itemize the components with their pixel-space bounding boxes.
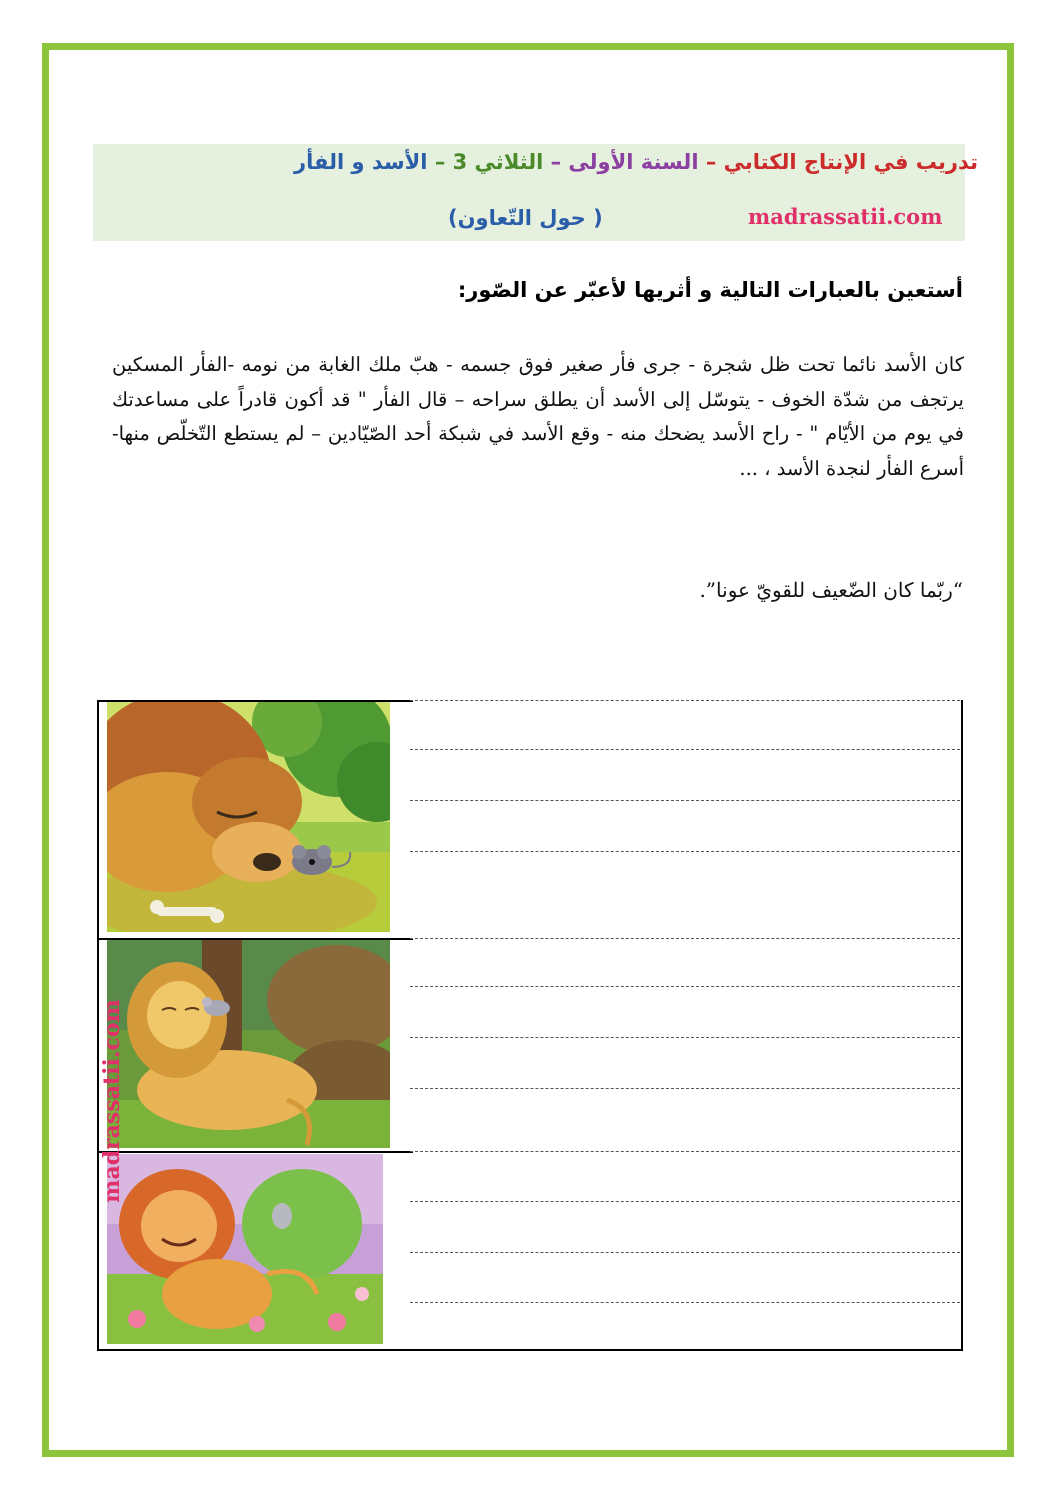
- writing-line[interactable]: [410, 700, 960, 701]
- writing-line[interactable]: [410, 1302, 960, 1303]
- lion-sleeping-mouse-picture: [107, 702, 390, 932]
- writing-line[interactable]: [410, 1037, 960, 1038]
- title-part-term: الثلاثي 3 –: [434, 150, 544, 174]
- subtitle: ( حول التّعاون): [448, 206, 603, 230]
- writing-line[interactable]: [410, 851, 960, 852]
- title-part-story: الأسد و الفأر: [294, 150, 428, 174]
- mouse-on-lion-picture: [107, 940, 390, 1148]
- side-watermark-text: madrassatii.com: [99, 998, 125, 1203]
- table-right-border: [961, 700, 963, 1350]
- side-watermark: [92, 968, 132, 1233]
- writing-line[interactable]: [410, 938, 960, 939]
- title-part-exercise: تدريب في الإنتاج الكتابي –: [705, 150, 978, 174]
- writing-line[interactable]: [410, 1201, 960, 1202]
- writing-line[interactable]: [410, 800, 960, 801]
- lion-mouse-friends-picture: [107, 1154, 383, 1344]
- proverb: “ربّما كان الضّعيف للقويّ عونا”.: [699, 578, 963, 602]
- writing-line[interactable]: [410, 749, 960, 750]
- word-bank-paragraph: كان الأسد نائما تحت ظل شجرة - جرى فأر صغير فوق جسمه - هبّ ملك الغابة من نومه -الفأر المسكين يرتجف من شدّة الخوف - يتوسّل إلى الأسد أن يطلق سراحه – قال الفأر " قد أكون قادراً على مساعدتك في يوم من الأيّام " - راح الأسد يضحك منه - وقع الأسد في شبكة أحد الصّيّادين – لم يستطع التّخلّص منها- أسرع الفأر لنجدة الأسد ، ...: [112, 353, 964, 480]
- header-watermark: madrassatii.com: [748, 204, 943, 229]
- writing-line[interactable]: [410, 1252, 960, 1253]
- writing-line[interactable]: [410, 1088, 960, 1089]
- writing-line[interactable]: [410, 986, 960, 987]
- title-part-year: السنة الأولى –: [550, 150, 699, 174]
- worksheet-title: [294, 150, 978, 174]
- table-row-divider: [97, 1151, 413, 1153]
- writing-line[interactable]: [410, 1151, 960, 1152]
- instruction: أستعين بالعبارات التالية و أثريها لأعبّر عن الصّور:: [457, 278, 963, 302]
- table-bottom-border: [97, 1349, 963, 1351]
